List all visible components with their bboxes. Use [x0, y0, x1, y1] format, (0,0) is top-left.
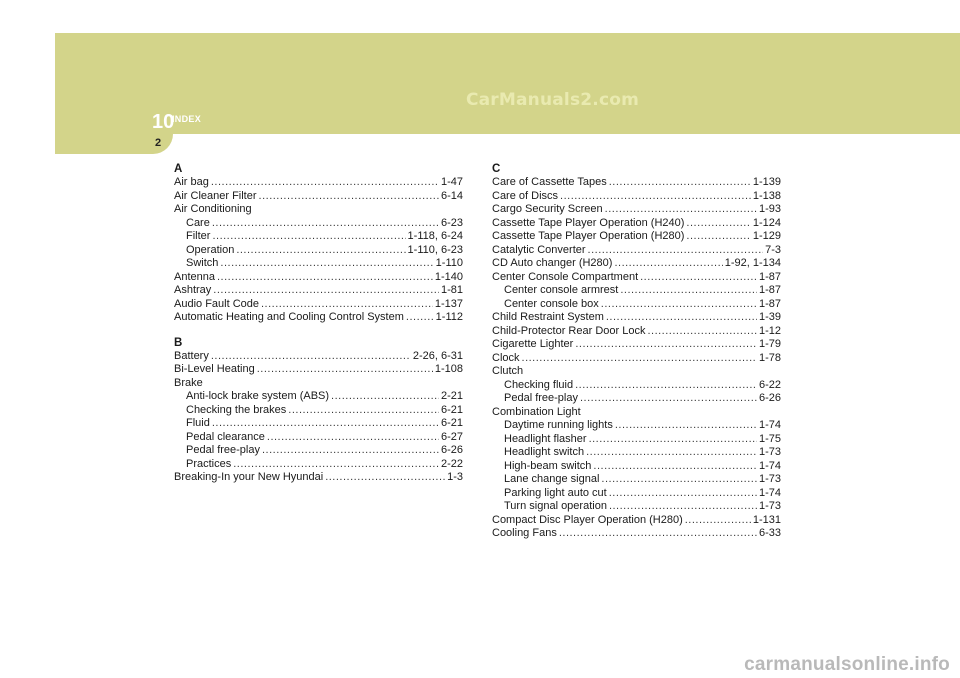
index-entry	[174, 404, 463, 418]
index-entry	[492, 338, 781, 352]
dot-leader	[615, 419, 757, 433]
dot-leader	[647, 325, 757, 339]
entry-page: 6-21	[440, 403, 463, 416]
dot-leader	[211, 350, 411, 364]
entry-term: Fluid	[186, 417, 210, 429]
entry-page: 6-26	[758, 392, 781, 404]
entry-page: 1-110, 6-23	[407, 243, 463, 256]
index-entry	[174, 350, 463, 364]
entry-term: Automatic Heating and Cooling Control System	[174, 311, 404, 323]
dot-leader	[686, 217, 750, 231]
index-entry	[492, 217, 781, 231]
index-entry	[492, 257, 781, 271]
entry-page: 6-27	[440, 430, 463, 443]
entry-page: 6-23	[440, 216, 463, 229]
entry-term: Filter	[186, 230, 211, 242]
entry-term: CD Auto changer (H280)	[492, 257, 613, 269]
index-entry	[492, 379, 781, 393]
entry-page: 1-79	[758, 338, 781, 350]
index-entry	[174, 244, 463, 258]
dot-leader	[609, 487, 757, 501]
dot-leader	[406, 311, 434, 325]
entry-term: Checking the brakes	[186, 403, 287, 416]
index-entry	[174, 230, 463, 244]
index-entry	[174, 284, 463, 298]
entry-page: 1-93	[758, 203, 781, 215]
dot-leader	[601, 298, 757, 312]
entry-term: Catalytic Converter	[492, 243, 586, 256]
dot-leader	[213, 284, 439, 298]
index-heading: Brake	[174, 376, 203, 389]
entry-page: 7-3	[765, 243, 781, 256]
dot-leader	[620, 284, 757, 298]
entry-term: Cassette Tape Player Operation (H280)	[492, 230, 685, 242]
dot-leader	[614, 257, 722, 271]
entry-term: Anti-lock brake system (ABS)	[186, 390, 330, 402]
entry-page: 1-118, 6-24	[407, 230, 463, 242]
entry-term: Cooling Fans	[492, 527, 557, 539]
index-entry	[492, 203, 781, 217]
dot-leader	[686, 230, 750, 244]
index-entry	[174, 390, 463, 404]
entry-term: Bi-Level Heating	[174, 363, 255, 375]
section-letter: B	[174, 336, 183, 349]
entry-term: Cargo Security Screen	[492, 203, 603, 215]
entry-term: Clock	[492, 351, 520, 364]
dot-leader	[325, 471, 445, 485]
entry-page: 2-26, 6-31	[412, 349, 463, 362]
dot-leader	[685, 514, 751, 528]
entry-page: 1-131	[752, 513, 781, 526]
chapter-number: 10	[152, 111, 175, 133]
entry-page: 1-108	[434, 363, 463, 375]
index-entry	[492, 244, 781, 258]
entry-term: Headlight flasher	[504, 432, 587, 445]
entry-page: 1-74	[758, 486, 781, 499]
index-entry	[174, 458, 463, 472]
entry-page: 6-21	[440, 417, 463, 429]
entry-term: Operation	[186, 243, 235, 256]
dot-leader	[257, 363, 433, 377]
entry-term: Care	[186, 216, 210, 229]
chapter-label: INDEX	[172, 114, 202, 124]
entry-term: Air bag	[174, 176, 209, 188]
section-letter: A	[174, 163, 183, 175]
entry-term: High-beam switch	[504, 459, 592, 472]
index-entry	[492, 271, 781, 285]
page-number: 2	[155, 137, 162, 149]
dot-leader	[580, 392, 757, 406]
dot-leader	[212, 230, 405, 244]
entry-page: 1-92, 1-134	[724, 257, 781, 269]
dot-leader	[575, 379, 757, 393]
dot-leader	[559, 527, 757, 541]
index-entry	[492, 487, 781, 501]
entry-term: Center Console Compartment	[492, 270, 639, 283]
entry-page: 1-3	[447, 471, 463, 483]
index-heading: Clutch	[492, 365, 524, 377]
entry-page: 1-87	[758, 297, 781, 310]
entry-page: 1-129	[752, 230, 781, 242]
entry-term: Battery	[174, 349, 209, 362]
entry-page: 1-47	[440, 176, 463, 188]
index-entry	[492, 311, 781, 325]
entry-page: 1-73	[758, 446, 781, 458]
entry-term: Antenna	[174, 270, 215, 283]
entry-term: Switch	[186, 257, 219, 269]
index-entry	[492, 527, 781, 541]
entry-term: Center console armrest	[504, 284, 619, 296]
index-entry	[174, 417, 463, 431]
dot-leader	[601, 473, 757, 487]
entry-page: 1-138	[752, 189, 781, 202]
entry-term: Practices	[186, 457, 232, 470]
entry-term: Headlight switch	[504, 446, 585, 458]
index-entry	[492, 419, 781, 433]
index-heading: Air Conditioning	[174, 203, 252, 215]
entry-term: Compact Disc Player Operation (H280)	[492, 513, 683, 526]
entry-page: 1-78	[758, 351, 781, 364]
entry-term: Pedal free-play	[186, 444, 260, 456]
dot-leader	[640, 271, 757, 285]
dot-leader	[609, 176, 751, 190]
dot-leader	[259, 190, 439, 204]
index-entry	[174, 176, 463, 190]
index-column-left	[174, 163, 463, 485]
entry-page: 1-112	[435, 311, 463, 323]
entry-page: 1-87	[758, 270, 781, 283]
index-entry	[492, 433, 781, 447]
dot-leader	[593, 460, 757, 474]
dot-leader	[236, 244, 405, 258]
index-entry	[492, 352, 781, 366]
index-entry	[492, 446, 781, 460]
entry-term: Cigarette Lighter	[492, 338, 574, 350]
entry-page: 1-73	[758, 473, 781, 485]
entry-term: Cassette Tape Player Operation (H240)	[492, 216, 685, 229]
index-entry	[492, 514, 781, 528]
entry-term: Child-Protector Rear Door Lock	[492, 324, 646, 337]
entry-term: Pedal clearance	[186, 430, 265, 443]
entry-term: Parking light auto cut	[504, 486, 607, 499]
dot-leader	[211, 176, 439, 190]
dot-leader	[605, 203, 757, 217]
index-entry	[492, 298, 781, 312]
entry-page: 1-137	[434, 297, 463, 310]
index-entry	[492, 230, 781, 244]
entry-page: 1-74	[758, 459, 781, 472]
index-entry	[174, 444, 463, 458]
dot-leader	[212, 417, 439, 431]
entry-page: 2-21	[440, 390, 463, 402]
index-entry	[174, 431, 463, 445]
entry-page: 1-39	[758, 311, 781, 323]
index-entry	[492, 500, 781, 514]
dot-leader	[586, 446, 757, 460]
entry-page: 1-73	[758, 500, 781, 512]
entry-page: 6-22	[758, 378, 781, 391]
index-entry	[174, 257, 463, 271]
entry-term: Care of Discs	[492, 189, 559, 202]
entry-term: Audio Fault Code	[174, 297, 259, 310]
entry-term: Center console box	[504, 297, 599, 310]
entry-page: 1-140	[434, 270, 463, 283]
dot-leader	[288, 404, 439, 418]
dot-leader	[589, 433, 757, 447]
entry-term: Turn signal operation	[504, 500, 607, 512]
dot-leader	[233, 458, 439, 472]
entry-term: Lane change signal	[504, 473, 600, 485]
entry-term: Ashtray	[174, 284, 212, 296]
index-entry	[492, 392, 781, 406]
entry-term: Air Cleaner Filter	[174, 189, 257, 202]
entry-page: 1-139	[752, 176, 781, 188]
entry-page: 1-12	[758, 324, 781, 337]
dot-leader	[609, 500, 757, 514]
entry-page: 6-14	[440, 189, 463, 202]
dot-leader	[331, 390, 439, 404]
dot-leader	[575, 338, 757, 352]
entry-term: Child Restraint System	[492, 311, 604, 323]
index-entry	[492, 284, 781, 298]
index-entry	[174, 298, 463, 312]
entry-term: Checking fluid	[504, 378, 574, 391]
entry-page: 2-22	[440, 457, 463, 470]
section-letter: C	[492, 163, 501, 175]
dot-leader	[588, 244, 764, 258]
dot-leader	[261, 298, 433, 312]
index-entry	[492, 190, 781, 204]
index-entry	[174, 471, 463, 485]
index-entry	[174, 311, 463, 325]
index-entry	[492, 473, 781, 487]
dot-leader	[212, 217, 439, 231]
entry-term: Care of Cassette Tapes	[492, 176, 607, 188]
dot-leader	[262, 444, 439, 458]
index-entry	[492, 176, 781, 190]
entry-page: 1-87	[758, 284, 781, 296]
dot-leader	[267, 431, 439, 445]
dot-leader	[606, 311, 757, 325]
entry-term: Breaking-In your New Hyundai	[174, 471, 324, 483]
entry-page: 6-26	[440, 444, 463, 456]
dot-leader	[560, 190, 751, 204]
index-entry	[492, 325, 781, 339]
index-entry	[174, 271, 463, 285]
entry-term: Daytime running lights	[504, 419, 613, 431]
index-entry	[174, 217, 463, 231]
entry-page: 6-33	[758, 527, 781, 539]
dot-leader	[522, 352, 757, 366]
dot-leader	[220, 257, 433, 271]
entry-page: 1-110	[435, 257, 463, 269]
footer-site: carmanualsonline.info	[744, 654, 950, 675]
dot-leader	[217, 271, 433, 285]
index-column-right	[492, 163, 781, 541]
entry-term: Pedal free-play	[504, 392, 578, 404]
index-heading: Combination Light	[492, 405, 581, 418]
index-entry	[174, 363, 463, 377]
index-entry	[174, 190, 463, 204]
entry-page: 1-124	[752, 216, 781, 229]
watermark: CarManuals2.com	[465, 90, 640, 110]
entry-page: 1-74	[758, 419, 781, 431]
entry-page: 1-81	[440, 284, 463, 296]
index-entry	[492, 460, 781, 474]
entry-page: 1-75	[758, 432, 781, 445]
